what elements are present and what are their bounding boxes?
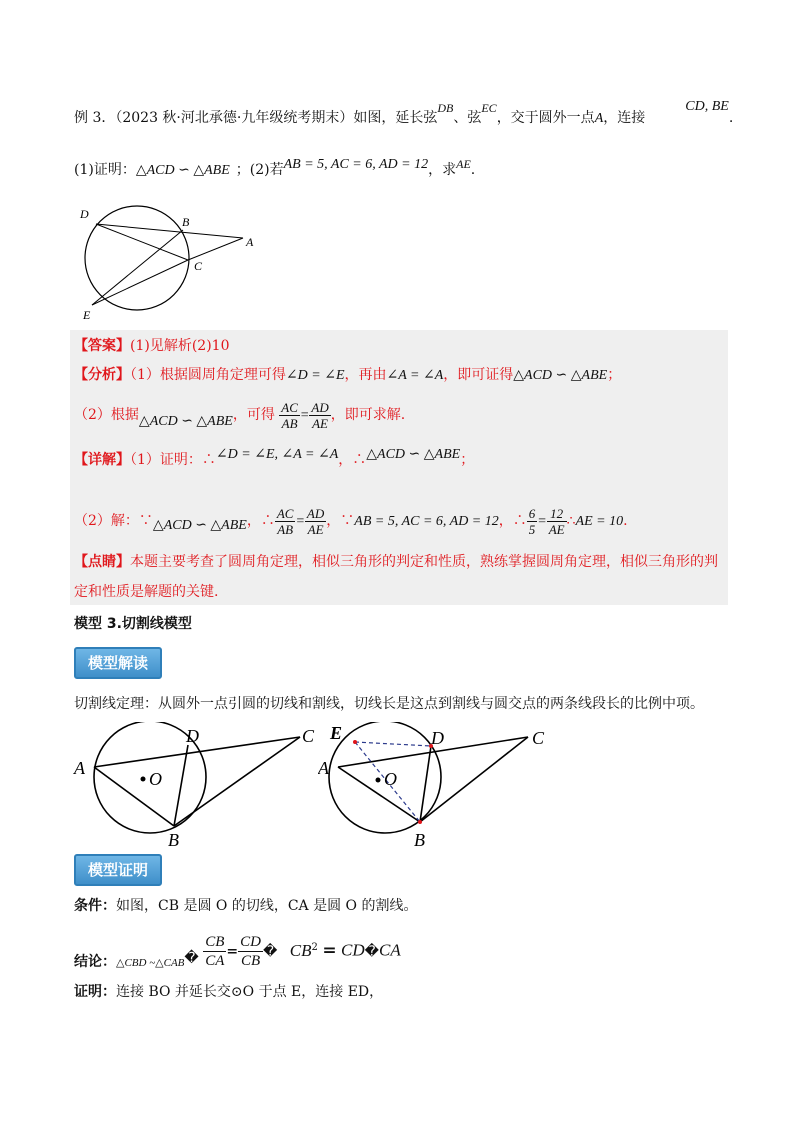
- proof-line: [74, 982, 383, 1002]
- condition-text: 如图，CB 是圆 O 的切线，CA 是圆 O 的割线。: [116, 898, 418, 914]
- question-line: [74, 157, 476, 181]
- conclusion-sym2: �: [262, 943, 278, 960]
- frac-num: CD: [240, 934, 261, 951]
- condition-line: [74, 896, 417, 916]
- detail-l2a: （2）解：∵: [74, 513, 153, 529]
- detail-line1: [74, 447, 475, 471]
- line-bc: [174, 737, 300, 826]
- analysis-line2: [74, 398, 405, 433]
- conclusion-sup: 2: [311, 942, 318, 953]
- example-end: .: [728, 110, 734, 126]
- detail-l2c: ，∴: [246, 513, 275, 529]
- detail-fraction-6-5: [527, 506, 538, 537]
- frac-num: AD: [311, 399, 329, 415]
- answer-line: [74, 336, 229, 356]
- label-d: D: [431, 728, 444, 748]
- frac-den: AB: [281, 415, 298, 431]
- center-dot: [376, 778, 381, 783]
- detail-tag: 【详解】: [74, 452, 130, 468]
- label-a: A: [318, 758, 329, 778]
- figure-circle-secants: [70, 196, 270, 326]
- line-eb: [92, 230, 183, 305]
- label-c: C: [302, 726, 315, 746]
- question-part3: ，求: [428, 162, 457, 178]
- example-line: [74, 99, 734, 129]
- example-mid: ，交于圆外一点: [496, 110, 595, 126]
- frac-den: AE: [307, 521, 324, 537]
- question-given: AB = 5, AC = 6, AD = 12: [283, 157, 429, 172]
- point-e-dot: [353, 740, 357, 744]
- equals-sign: =: [299, 408, 310, 423]
- question-similarity: △ACD ∽ △ABE: [135, 163, 230, 178]
- analysis-l1c: ，再由: [344, 367, 387, 383]
- detail-l2i: .: [623, 513, 628, 529]
- analysis-l2d: ，即可求解.: [330, 407, 406, 423]
- frac-den: CA: [205, 953, 225, 970]
- answer-text: (1)见解析(2)10: [130, 338, 230, 354]
- analysis-l2a: （2）根据: [74, 407, 139, 423]
- model-title: 模型 3.切割线模型: [74, 616, 192, 632]
- conclusion-fraction-cb-ca: [203, 933, 226, 970]
- frac-num: AD: [306, 505, 325, 521]
- circle-shape: [85, 206, 189, 310]
- detail-l2g: ∴: [566, 513, 576, 529]
- line-ac: [188, 238, 243, 260]
- conclusion-fraction-cd-cb: [238, 933, 263, 970]
- question-ae: AE: [456, 157, 471, 171]
- conclusion-sym3: �: [364, 943, 380, 960]
- line-da: [96, 224, 243, 238]
- frac-den: AE: [548, 521, 565, 537]
- detail-l1a: （1）证明：∴: [130, 452, 216, 468]
- comment-l1: 本题主要考查了圆周角定理，相似三角形的判定和性质，熟练掌握圆周角定理，相似三角形的判: [130, 554, 718, 570]
- equals-sign: =: [226, 943, 239, 960]
- analysis-fraction-ac-ab: [279, 400, 300, 431]
- label-e: E: [330, 723, 343, 743]
- theorem-text: 切割线定理：从圆外一点引圆的切线和割线，切线长是这点到割线与圆交点的两条线段长的比例中项。: [74, 696, 704, 712]
- question-part1: (1)证明：: [74, 162, 136, 178]
- label-c: C: [194, 259, 203, 273]
- detail-l2h: AE = 10: [575, 514, 624, 529]
- line-db: [174, 745, 188, 826]
- condition-tag: 条件：: [74, 898, 116, 914]
- detail-fraction-ac-ab: [275, 506, 296, 537]
- analysis-tag: 【分析】: [74, 367, 130, 383]
- label-o: O: [149, 769, 162, 789]
- conclusion-eq2: =: [322, 940, 337, 961]
- label-d: D: [186, 726, 199, 746]
- equals-sign: =: [537, 514, 547, 529]
- label-d: D: [80, 207, 89, 221]
- answer-tag: 【答案】: [74, 338, 130, 354]
- analysis-l1g: ；: [607, 367, 622, 383]
- proof-text: 连接 BO 并延长交⊙O 于点 E，连接 ED，: [116, 984, 384, 1000]
- frac-num: 6: [528, 505, 536, 521]
- detail-l1e: ；: [460, 452, 475, 468]
- label-a: A: [74, 758, 85, 778]
- line-ab: [94, 767, 174, 826]
- frac-den: AE: [312, 415, 328, 431]
- detail-l2d: ，∵: [326, 513, 355, 529]
- point-b-dot: [418, 820, 422, 824]
- line-bc: [420, 737, 528, 822]
- detail-l2f: ，∴: [498, 513, 527, 529]
- detail-l1d: △ACD ∽ △ABE: [366, 447, 461, 462]
- label-b: B: [414, 830, 425, 850]
- figure-tangent-secant-proof: [318, 722, 568, 852]
- line-dc: [96, 224, 188, 260]
- frac-num: AC: [276, 505, 294, 521]
- conclusion-rhs2: CA: [379, 940, 401, 960]
- comment-tag: 【点睛】: [74, 554, 130, 570]
- label-c: C: [532, 728, 545, 748]
- analysis-l1f: △ACD ∽ △ABE: [513, 368, 608, 383]
- label-a: A: [246, 235, 254, 249]
- comment-line1: [74, 552, 718, 572]
- detail-l1c: ，∴: [338, 452, 367, 468]
- conclusion-similarity: △CBD ~△CAB: [116, 956, 185, 969]
- badge-model-interpretation: 模型解读: [74, 647, 162, 679]
- analysis-l2c: ，可得: [232, 407, 275, 423]
- frac-den: CB: [240, 953, 261, 970]
- detail-l2b: △ACD ∽ △ABE: [152, 518, 247, 533]
- frac-num: CB: [205, 934, 225, 951]
- proof-tag: 证明：: [74, 984, 116, 1000]
- comment-line2: 定和性质是解题的关键.: [74, 584, 219, 600]
- question-part2: ；(2)若: [235, 162, 284, 178]
- line-ce: [92, 260, 188, 305]
- segments-cd-be: CD, BE: [685, 99, 729, 114]
- detail-line2: [74, 504, 628, 539]
- frac-den: 5: [528, 521, 536, 537]
- analysis-l1b: ∠D = ∠E: [285, 368, 345, 383]
- conclusion-cb: CB: [289, 940, 312, 960]
- analysis-l1e: ，即可证得: [443, 367, 514, 383]
- example-mid2: ，连接: [603, 110, 646, 126]
- detail-fraction-12-ae: [547, 506, 567, 537]
- equals-sign: =: [295, 514, 305, 529]
- label-e: E: [83, 308, 91, 322]
- point-a: A: [594, 111, 604, 126]
- line-ab: [338, 767, 420, 822]
- example-sep1: 、弦: [453, 110, 482, 126]
- conclusion-tag: 结论：: [74, 953, 116, 970]
- chord-ec: EC: [481, 101, 497, 115]
- badge-model-proof: 模型证明: [74, 854, 162, 886]
- detail-l2e: AB = 5, AC = 6, AD = 12: [354, 514, 499, 529]
- center-dot: [141, 777, 146, 782]
- conclusion-line: [74, 928, 401, 973]
- analysis-l1a: （1）根据圆周角定理可得: [130, 367, 286, 383]
- question-part4: .: [470, 162, 476, 178]
- example-prefix: 例 3．（2023 秋·河北承德·九年级统考期末）如图，延长弦: [74, 110, 438, 126]
- detail-l1b: ∠D = ∠E, ∠A = ∠A: [215, 447, 339, 462]
- chord-db: DB: [437, 101, 454, 115]
- conclusion-sym1: �: [184, 949, 199, 966]
- figure-tangent-secant: [70, 722, 320, 852]
- frac-num: 12: [547, 506, 567, 522]
- label-o: O: [384, 769, 397, 789]
- analysis-l1d: ∠A = ∠A: [386, 368, 444, 383]
- analysis-line1: [74, 365, 621, 386]
- analysis-fraction-ad-ae: [309, 400, 330, 431]
- label-b: B: [182, 215, 190, 229]
- dashed-ed: [355, 742, 431, 746]
- label-b: B: [168, 830, 179, 850]
- analysis-l2b: △ACD ∽ △ABE: [138, 414, 233, 429]
- frac-num: AC: [281, 399, 298, 415]
- frac-den: AB: [277, 521, 294, 537]
- conclusion-rhs1: CD: [341, 940, 365, 960]
- detail-fraction-ad-ae: [305, 506, 326, 537]
